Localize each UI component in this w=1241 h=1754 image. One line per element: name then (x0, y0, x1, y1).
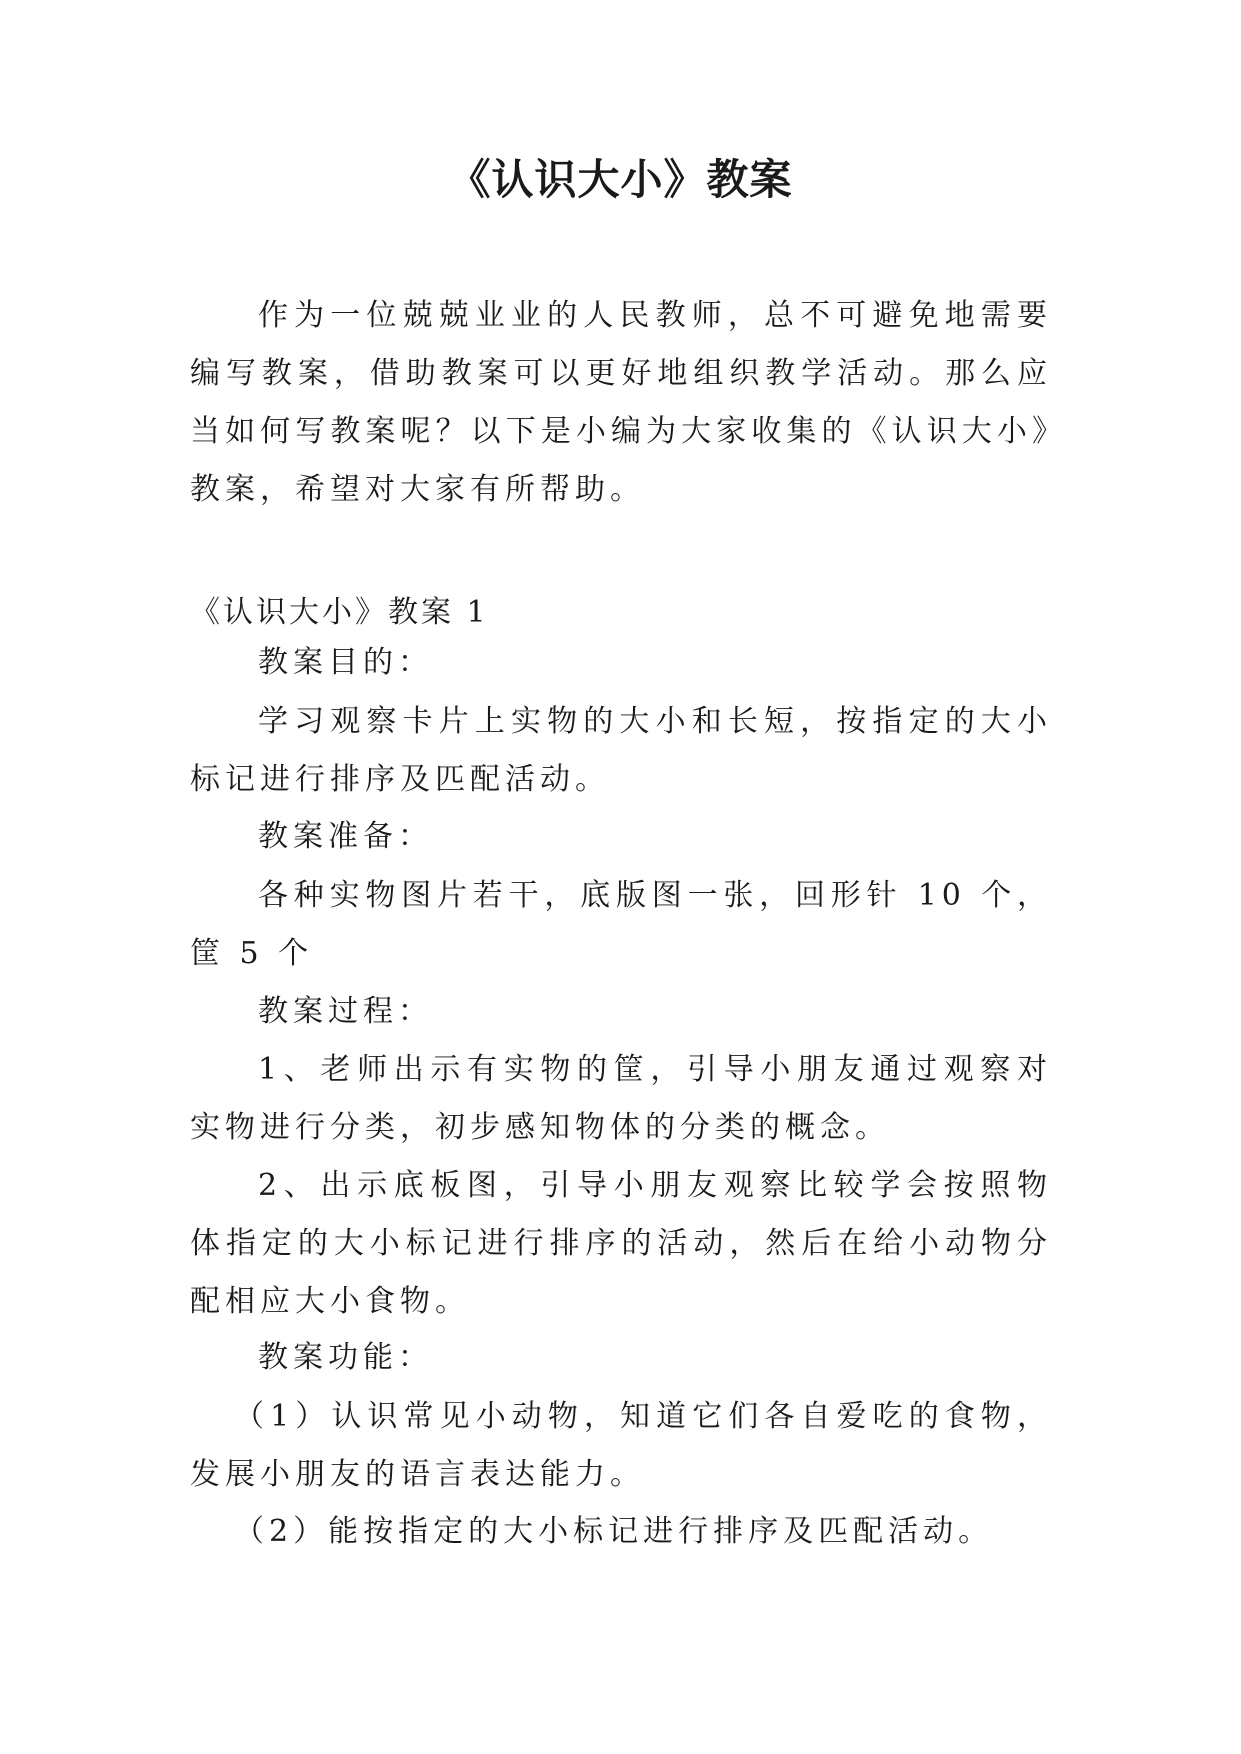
document-title: 《认识大小》教案 (448, 155, 793, 204)
preparation-paragraph: 各种实物图片若干，底版图一张，回形针 10 个，筐 5 个 (190, 878, 1052, 971)
heading-preparation: 教案准备： (258, 819, 433, 854)
goal-paragraph: 学习观察卡片上实物的大小和长短，按指定的大小标记进行排序及匹配活动。 (190, 704, 1052, 797)
heading-goal: 教案目的： (258, 645, 433, 680)
function-item-2: （2）能按指定的大小标记进行排序及匹配活动。 (234, 1514, 994, 1549)
intro-paragraph: 作为一位兢兢业业的人民教师，总不可避免地需要编写教案，借助教案可以更好地组织教学活动。那么应当如何写教案呢？以下是小编为大家收集的《认识大小》教案，希望对大家有所帮助。 (190, 298, 1052, 507)
heading-function: 教案功能： (258, 1340, 433, 1375)
process-step-2: 2、出示底板图，引导小朋友观察比较学会按照物体指定的大小标记进行排序的活动，然后在给小动物分配相应大小食物。 (190, 1168, 1052, 1319)
section-title: 《认识大小》教案 1 (190, 595, 489, 630)
function-item-1: （1）认识常见小动物，知道它们各自爱吃的食物，发展小朋友的语言表达能力。 (190, 1399, 1052, 1492)
process-step-1: 1、老师出示有实物的筐，引导小朋友通过观察对实物进行分类，初步感知物体的分类的概念。 (190, 1052, 1052, 1145)
heading-process: 教案过程： (258, 994, 433, 1029)
